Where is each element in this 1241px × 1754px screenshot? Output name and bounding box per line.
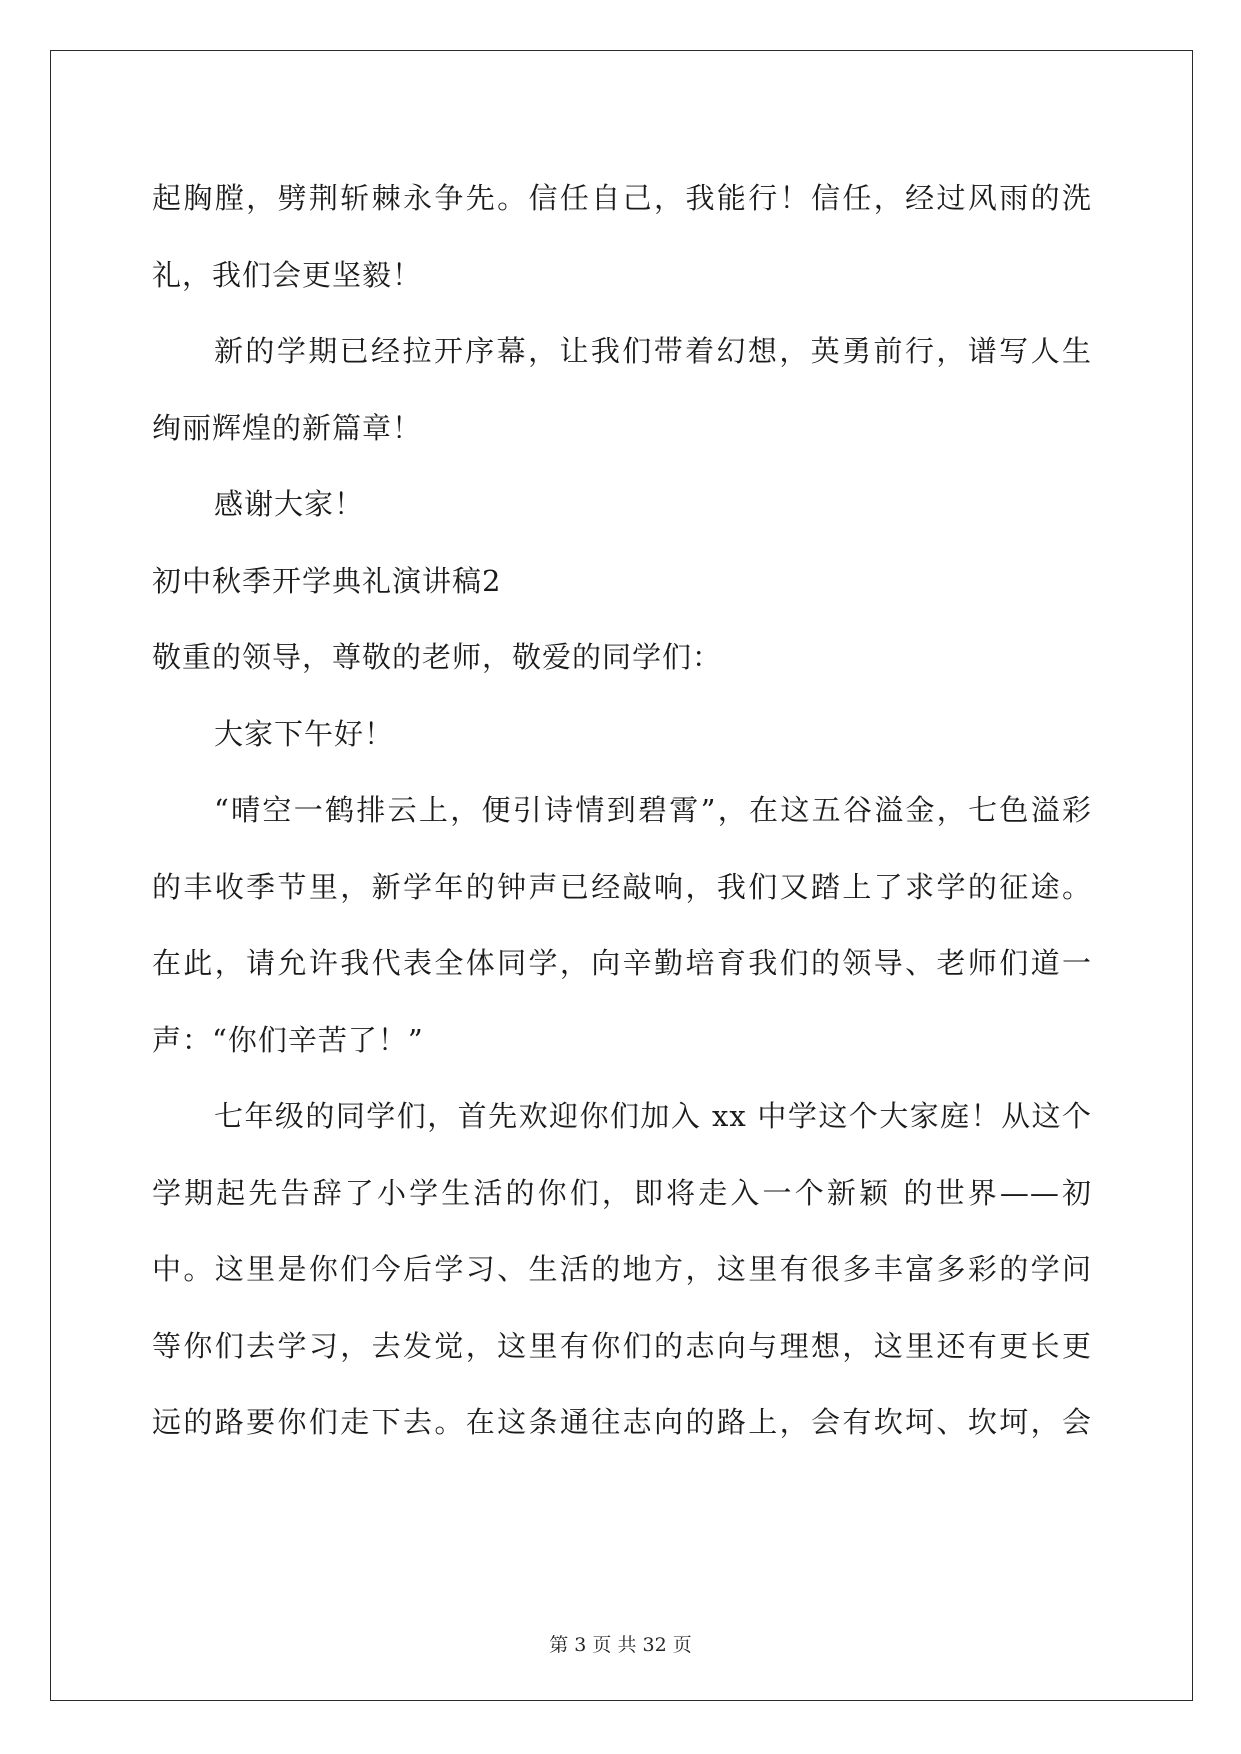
document-body (152, 160, 1092, 1461)
page-number-footer: 第 3 页 共 32 页 (549, 1634, 692, 1656)
text-line: 学期起先告辞了小学生活的你们，即将走入一个新颖 的世界——初 (152, 1175, 1092, 1210)
text-line: 大家下午好！ (214, 716, 395, 751)
text-line: 绚丽辉煌的新篇章！ (152, 410, 423, 445)
text-line: 中。这里是你们今后学习、生活的地方，这里有很多丰富多彩的学问 (152, 1252, 1092, 1286)
text-line: 七年级的同学们，首先欢迎你们加入 xx 中学这个大家庭！从这个 (214, 1099, 1092, 1133)
text-line: “晴空一鹤排云上，便引诗情到碧霄”，在这五谷溢金，七色溢彩 (214, 793, 1092, 827)
text-line: 等你们去学习，去发觉，这里有你们的志向与理想，这里还有更长更 (152, 1328, 1092, 1363)
text-line: 在此，请允许我代表全体同学，向辛勤培育我们的领导、老师们道一 (152, 946, 1092, 980)
text-line: 新的学期已经拉开序幕，让我们带着幻想，英勇前行，谱写人生 (214, 334, 1092, 368)
text-line: 起胸膛，劈荆斩棘永争先。信任自己，我能行！信任，经过风雨的洗 (152, 181, 1092, 215)
text-line: 礼，我们会更坚毅！ (152, 257, 423, 292)
text-line: 远的路要你们走下去。在这条通往志向的路上，会有坎坷、坎坷，会 (152, 1405, 1092, 1439)
text-line: 声：“你们辛苦了！” (152, 1022, 424, 1057)
text-line: 感谢大家！ (214, 487, 365, 521)
text-line: 敬重的领导，尊敬的老师，敬爱的同学们： (152, 640, 723, 674)
text-line: 的丰收季节里，新学年的钟声已经敲响，我们又踏上了求学的征途。 (152, 869, 1092, 904)
section-heading: 初中秋季开学典礼演讲稿2 (152, 563, 502, 598)
